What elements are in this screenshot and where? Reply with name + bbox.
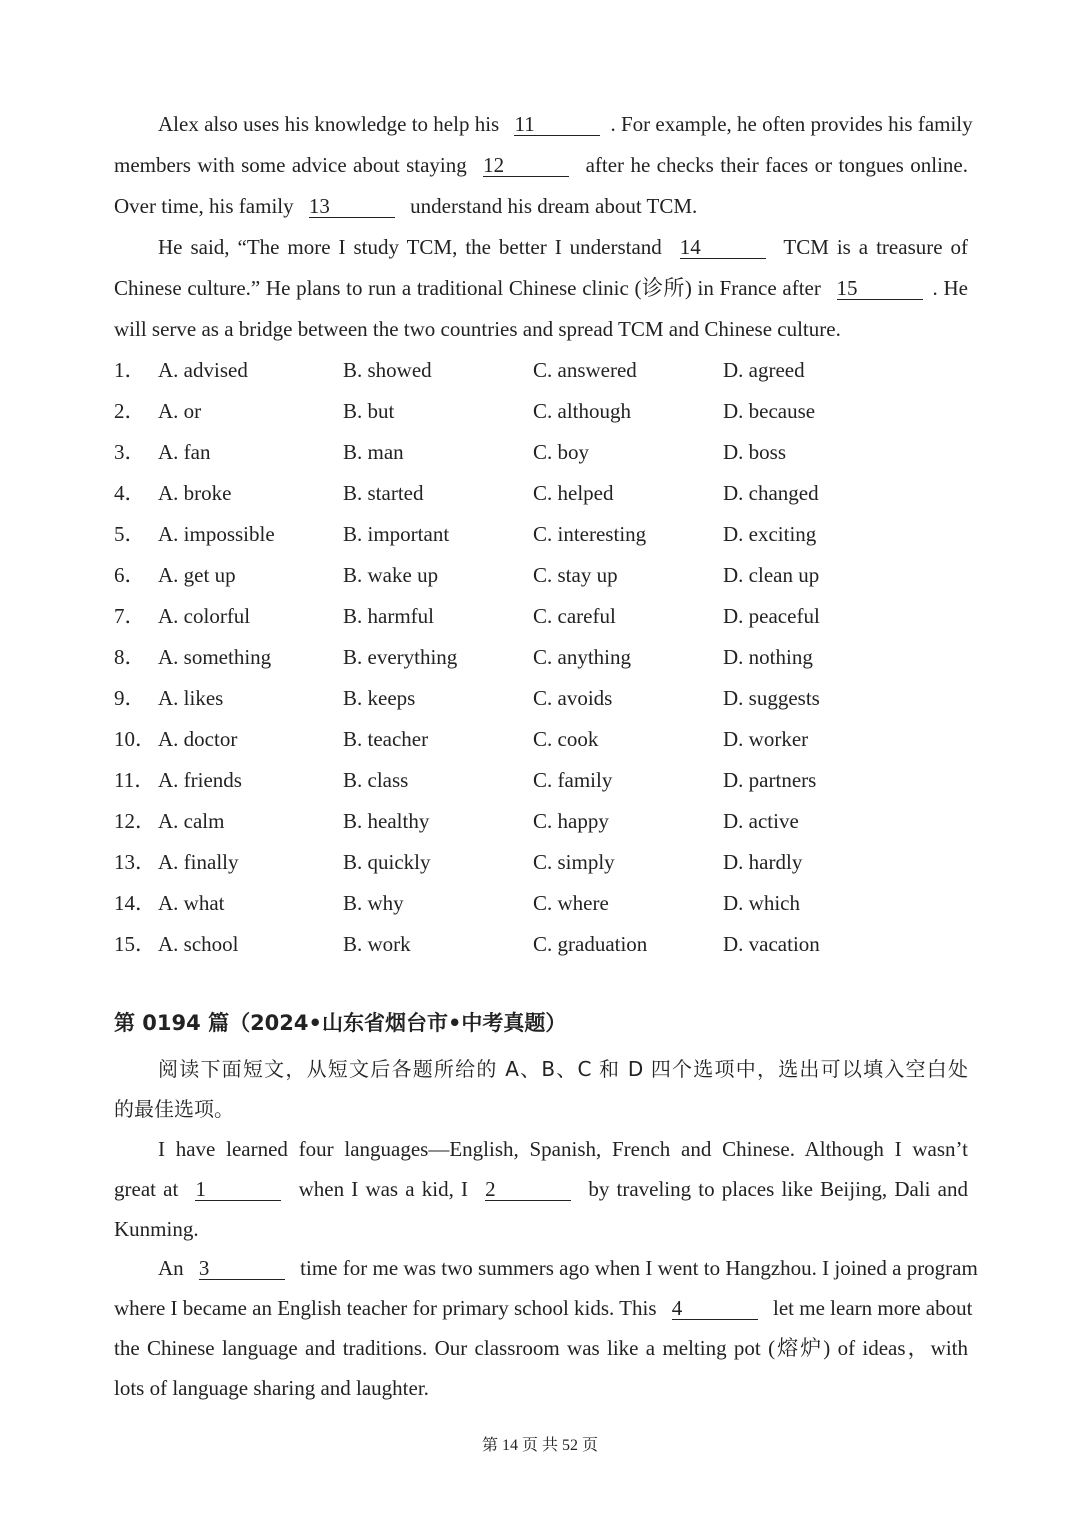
question-number: 7．: [114, 604, 146, 628]
page-footer: 第 14 页 共 52 页: [481, 1437, 598, 1454]
text-segment: lots of language sharing and laughter.: [114, 1376, 429, 1400]
option-d: D. suggests: [723, 686, 820, 710]
option-b: B. healthy: [343, 809, 430, 833]
question-number: 1．: [114, 358, 146, 382]
option-a: A. calm: [158, 809, 225, 833]
option-b: B. important: [343, 522, 450, 546]
question-number: 6．: [114, 563, 146, 587]
answer-blank: 14: [680, 236, 766, 259]
passage-line: [114, 1368, 968, 1408]
text-segment: let me learn more about: [767, 1296, 973, 1320]
option-a: A. something: [158, 645, 272, 669]
option-b: B. showed: [343, 358, 432, 382]
question-options-list: [114, 350, 974, 965]
text-segment: He said, “The more I study TCM, the better I understand: [158, 235, 670, 259]
option-c: C. avoids: [533, 686, 613, 710]
question-row: [114, 842, 974, 883]
question-number: 2．: [114, 399, 146, 423]
answer-blank: 15: [837, 277, 923, 300]
passage-paragraph: [114, 104, 973, 227]
instructions: [114, 1049, 968, 1129]
option-b: B. started: [343, 481, 424, 505]
text-segment: members with some advice about staying: [114, 153, 474, 177]
option-c: C. happy: [533, 809, 609, 833]
text-segment: An: [158, 1256, 189, 1280]
option-c: C. cook: [533, 727, 599, 751]
option-a: A. get up: [158, 563, 236, 587]
option-d: D. exciting: [723, 522, 817, 546]
question-row: [114, 555, 974, 596]
question-row: [114, 432, 974, 473]
option-a: A. fan: [158, 440, 211, 464]
text-segment: will serve as a bridge between the two countries and spread TCM and Chinese culture.: [114, 317, 841, 341]
question-row: [114, 924, 974, 965]
option-c: C. graduation: [533, 932, 648, 956]
option-d: D. worker: [723, 727, 809, 751]
option-d: D. which: [723, 891, 800, 915]
answer-blank: 4: [672, 1297, 758, 1320]
question-row: [114, 473, 974, 514]
question-row: [114, 391, 974, 432]
text-segment: . He: [932, 276, 968, 300]
answer-blank: 13: [309, 195, 395, 218]
question-row: [114, 350, 974, 391]
option-b: B. teacher: [343, 727, 429, 751]
option-c: C. anything: [533, 645, 631, 669]
option-d: D. because: [723, 399, 816, 423]
option-d: D. boss: [723, 440, 787, 464]
text-segment: the Chinese language and traditions. Our classroom was like a melting pot (熔炉) of ideas，with: [114, 1336, 968, 1360]
section-heading: 第 0194 篇（2024•山东省烟台市•中考真题）: [114, 1011, 567, 1035]
question-number: 5．: [114, 522, 146, 546]
text-segment: Over time, his family: [114, 194, 299, 218]
option-d: D. changed: [723, 481, 819, 505]
option-a: A. finally: [158, 850, 239, 874]
passage-line: [114, 145, 968, 186]
option-c: C. where: [533, 891, 609, 915]
question-row: [114, 596, 974, 637]
option-b: B. everything: [343, 645, 458, 669]
passage-line: [114, 1129, 968, 1169]
option-b: B. harmful: [343, 604, 434, 628]
question-number: 9．: [114, 686, 146, 710]
option-c: C. boy: [533, 440, 590, 464]
option-a: A. broke: [158, 481, 232, 505]
option-b: B. but: [343, 399, 395, 423]
text-segment: time for me was two summers ago when I went to Hangzhou. I joined a program: [294, 1256, 978, 1280]
option-b: B. wake up: [343, 563, 439, 587]
answer-blank: 1: [195, 1178, 281, 1201]
passage-line: [114, 1209, 968, 1249]
option-c: C. family: [533, 768, 613, 792]
text-segment: TCM is a treasure of: [775, 235, 969, 259]
question-number: 8．: [114, 645, 146, 669]
option-b: B. why: [343, 891, 404, 915]
answer-blank: 12: [483, 154, 569, 177]
answer-blank: 2: [485, 1178, 571, 1201]
question-row: [114, 678, 974, 719]
question-row: [114, 637, 974, 678]
option-a: A. friends: [158, 768, 242, 792]
question-number: 10．: [114, 727, 156, 751]
option-b: B. quickly: [343, 850, 431, 874]
option-c: C. answered: [533, 358, 637, 382]
option-a: A. likes: [158, 686, 224, 710]
passage-paragraph: [114, 227, 968, 350]
instruction-line: 的最佳选项。: [114, 1097, 234, 1121]
option-d: D. partners: [723, 768, 817, 792]
option-c: C. stay up: [533, 563, 618, 587]
text-segment: I have learned four languages—English, Spanish, French and Chinese. Although I wasn’t: [158, 1137, 968, 1161]
question-row: [114, 883, 974, 924]
question-row: [114, 719, 974, 760]
option-d: D. agreed: [723, 358, 805, 382]
option-d: D. vacation: [723, 932, 820, 956]
question-row: [114, 760, 974, 801]
text-segment: by traveling to places like Beijing, Dali and: [581, 1177, 968, 1201]
option-b: B. work: [343, 932, 411, 956]
option-a: A. impossible: [158, 522, 275, 546]
option-c: C. interesting: [533, 522, 647, 546]
question-number: 3．: [114, 440, 146, 464]
option-d: D. active: [723, 809, 799, 833]
passage-line: [114, 227, 968, 268]
option-b: B. class: [343, 768, 409, 792]
question-number: 14．: [114, 891, 156, 915]
option-d: D. hardly: [723, 850, 803, 874]
text-segment: when I was a kid, I: [291, 1177, 476, 1201]
text-segment: great at: [114, 1177, 186, 1201]
option-b: B. man: [343, 440, 404, 464]
option-a: A. school: [158, 932, 239, 956]
option-d: D. peaceful: [723, 604, 820, 628]
instruction-line: 阅读下面短文，从短文后各题所给的 A、B、C 和 D 四个选项中，选出可以填入空白处: [158, 1057, 968, 1081]
question-number: 12．: [114, 809, 156, 833]
passage-line: [114, 1248, 978, 1288]
question-number: 13．: [114, 850, 156, 874]
text-segment: where I became an English teacher for primary school kids. This: [114, 1296, 662, 1320]
option-a: A. doctor: [158, 727, 238, 751]
passage-paragraph: [114, 1248, 978, 1408]
question-number: 11．: [114, 768, 156, 792]
question-row: [114, 801, 974, 842]
option-b: B. keeps: [343, 686, 416, 710]
text-segment: Alex also uses his knowledge to help his: [158, 112, 505, 136]
passage-line: [114, 268, 968, 309]
passage-line: [114, 309, 968, 350]
option-d: D. nothing: [723, 645, 813, 669]
question-number: 15．: [114, 932, 156, 956]
question-row: [114, 514, 974, 555]
passage-line: [114, 1169, 968, 1209]
passage-line: [114, 1288, 973, 1328]
option-a: A. or: [158, 399, 202, 423]
option-c: C. although: [533, 399, 631, 423]
text-segment: . For example, he often provides his family: [610, 112, 973, 136]
passage-line: [114, 104, 973, 145]
option-c: C. simply: [533, 850, 615, 874]
text-segment: after he checks their faces or tongues online.: [579, 153, 968, 177]
question-number: 4．: [114, 481, 146, 505]
text-segment: Chinese culture.” He plans to run a traditional Chinese clinic (诊所) in France after: [114, 276, 827, 300]
option-d: D. clean up: [723, 563, 820, 587]
option-c: C. careful: [533, 604, 616, 628]
text-segment: understand his dream about TCM.: [404, 194, 698, 218]
option-c: C. helped: [533, 481, 614, 505]
option-a: A. what: [158, 891, 225, 915]
answer-blank: 11: [514, 113, 600, 136]
passage-line: [114, 1328, 968, 1368]
option-a: A. advised: [158, 358, 248, 382]
passage-paragraph: [114, 1129, 968, 1249]
text-segment: Kunming.: [114, 1217, 199, 1241]
option-a: A. colorful: [158, 604, 251, 628]
answer-blank: 3: [199, 1257, 285, 1280]
passage-line: [114, 186, 968, 227]
